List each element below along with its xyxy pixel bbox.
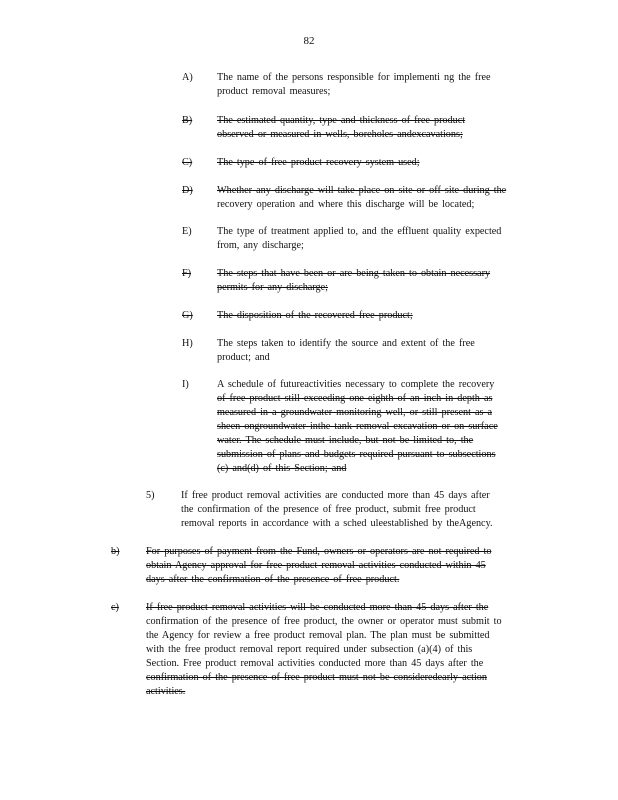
text-line: removal reports in accordance with a sched uleestablished by theAgency. [181, 518, 493, 529]
item-text [217, 114, 537, 142]
struck-line: For purposes of payment from the Fund, owners or operators are not required to [146, 546, 492, 557]
item-text [217, 71, 537, 99]
item-label: G) [182, 310, 193, 321]
struck-line: confirmation of the presence of free product must not be consideredearly action [146, 672, 487, 683]
struck-line: measured in a groundwater monitoring well, or still present as a [217, 407, 492, 418]
text-line: product removal measures; [217, 86, 331, 97]
struck-line: The steps that have been or are being taken to obtain necessary [217, 268, 491, 279]
text-line: product; and [217, 352, 270, 363]
text-line: The name of the persons responsible for implementi ng the free [217, 72, 491, 83]
item-label: H) [182, 338, 193, 349]
item-text [217, 267, 537, 295]
text-line: The steps taken to identify the source and extent of the free [217, 338, 475, 349]
struck-line: activities. [146, 686, 186, 697]
text-line: A schedule of futureactivities necessary to complete the recovery [217, 379, 495, 390]
text-line: Section. Free product removal activities conducted more than 45 days after the [146, 658, 484, 669]
struck-line: If free product removal activities will be conducted more than 45 days after the [146, 602, 489, 613]
item-text [146, 545, 541, 587]
item-label: b) [111, 546, 120, 557]
struck-line: permits for any discharge; [217, 282, 328, 293]
item-text [146, 601, 541, 699]
struck-line: Whether any discharge will take place on site or off site during the [217, 185, 507, 196]
item-text [217, 184, 537, 212]
text-line: confirmation of the presence of free product, the owner or operator must submit to [146, 616, 502, 627]
item-label: D) [182, 185, 193, 196]
item-text [217, 309, 537, 323]
item-text [217, 378, 537, 476]
item-text [181, 489, 541, 531]
item-text [217, 337, 537, 365]
page-number: 82 [303, 35, 315, 47]
struck-line: water. The schedule must include, but not be limited to, the [217, 435, 474, 446]
text-line: recovery operation and where this discharge will be located; [217, 199, 475, 210]
struck-line: The disposition of the recovered free product; [217, 310, 413, 321]
item-label: 5) [146, 490, 155, 501]
text-line: from, any discharge; [217, 240, 304, 251]
item-text [217, 225, 537, 253]
struck-line: submission of plans and budgets required pursuant to subsections [217, 449, 496, 460]
item-label: E) [182, 226, 192, 237]
text-line: the confirmation of the presence of free product, submit free product [181, 504, 476, 515]
item-label: B) [182, 115, 193, 126]
struck-line: obtain Agency approval for free product removal activities conducted within 45 [146, 560, 486, 571]
struck-line: days after the confirmation of the presence of free product. [146, 574, 400, 585]
text-line: The type of treatment applied to, and the effluent quality expected [217, 226, 502, 237]
struck-line: observed or measured in wells, boreholes andexcavations; [217, 129, 463, 140]
struck-line: of free product still exceeding one eighth of an inch in depth as [217, 393, 493, 404]
struck-line: The estimated quantity, type and thickness of free product [217, 115, 466, 126]
struck-line: The type of free product recovery system used; [217, 157, 420, 168]
item-label: F) [182, 268, 192, 279]
item-label: C) [182, 157, 193, 168]
text-line: If free product removal activities are conducted more than 45 days after [181, 490, 490, 501]
item-label: I) [182, 379, 189, 390]
text-line: with the free product removal report required under subsection (a)(4) of this [146, 644, 473, 655]
text-line: the Agency for review a free product removal plan. The plan must be submitted [146, 630, 490, 641]
struck-line: (c) and(d) of this Section; and [217, 463, 347, 474]
item-label: A) [182, 72, 193, 83]
item-label: c) [111, 602, 119, 613]
item-text [217, 156, 537, 170]
struck-line: sheen ongroundwater inthe tank removal excavation or on surface [217, 421, 498, 432]
